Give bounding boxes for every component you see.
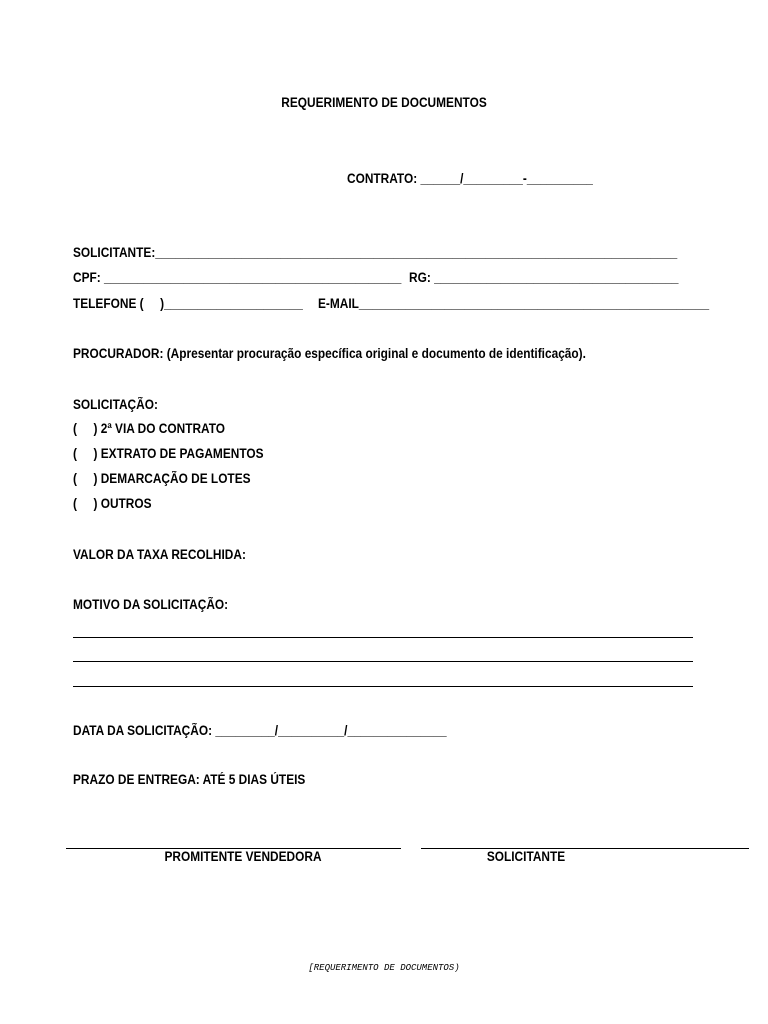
signature-label-left: PROMITENTE VENDEDORA <box>164 849 322 864</box>
motivo-line <box>73 637 693 638</box>
motivo-label: MOTIVO DA SOLICITAÇÃO: <box>73 597 229 612</box>
solicitante-field: SOLICITANTE:_______________________________________________________________________________ <box>73 245 678 260</box>
email-field: E-MAIL_____________________________________________________ <box>318 296 710 311</box>
option-demarcacao-lotes: ( ) DEMARCAÇÃO DE LOTES <box>73 471 251 486</box>
page-footer: [REQUERIMENTO DE DOCUMENTOS) <box>308 963 460 973</box>
option-2a-via-contrato: ( ) 2ª VIA DO CONTRATO <box>73 421 226 436</box>
option-outros: ( ) OUTROS <box>73 496 152 511</box>
telefone-field: TELEFONE ( )_____________________ <box>73 296 303 311</box>
solicitacao-heading: SOLICITAÇÃO: <box>73 397 158 412</box>
prazo-entrega: PRAZO DE ENTREGA: ATÉ 5 DIAS ÚTEIS <box>73 772 306 787</box>
signature-label-right: SOLICITANTE <box>486 849 566 864</box>
option-extrato-pagamentos: ( ) EXTRATO DE PAGAMENTOS <box>73 446 264 461</box>
cpf-field: CPF: _____________________________________________ <box>73 270 402 285</box>
document-title: REQUERIMENTO DE DOCUMENTOS <box>281 95 487 110</box>
motivo-line <box>73 661 693 662</box>
procurador-note: PROCURADOR: (Apresentar procuração específica original e documento de identificação). <box>73 346 586 361</box>
valor-taxa-label: VALOR DA TAXA RECOLHIDA: <box>73 547 246 562</box>
data-solicitacao-field: DATA DA SOLICITAÇÃO: _________/__________/_______________ <box>73 723 447 738</box>
motivo-line <box>73 686 693 687</box>
rg-field: RG: _____________________________________ <box>409 270 679 285</box>
contract-number-line: CONTRATO: ______/_________-__________ <box>347 171 593 186</box>
